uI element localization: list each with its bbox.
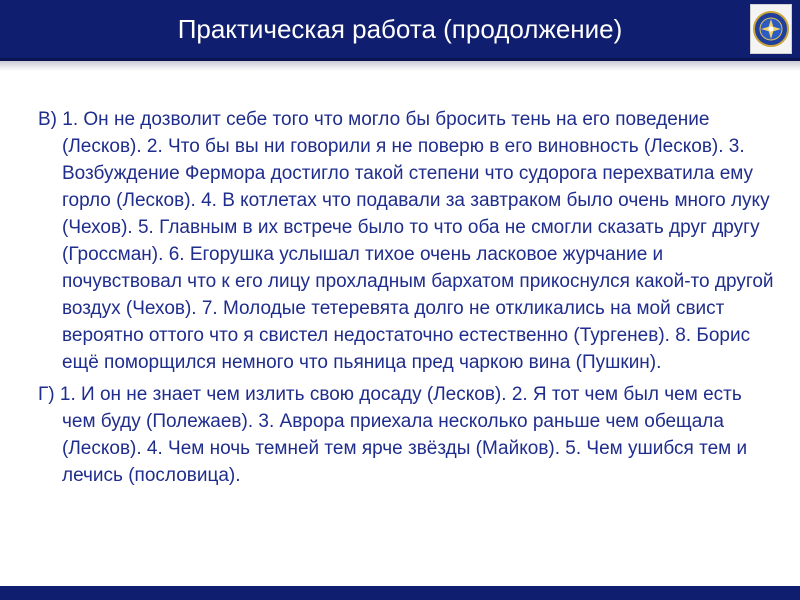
paragraph-v: В) 1. Он не дозволит себе того что могло бы бросить тень на его поведение (Лесков). 2. Что бы вы ни говорили я не поверю в его виновность (Лесков). 3. Возбуждение Фермора достигло такой степени что судорога перехватила ему горло (Лесков). 4. В котлетах что подавали за завтраком было очень много луку (Чехов). 5. Главным в их встрече было то что оба не смогли сказать друг другу (Гроссман). 6. Егорушка услышал тихое очень ласковое журчание и почувствовал что к его лицу прохладным бархатом прикоснулся какой-то другой воздух (Чехов). 7. Молодые тетеревята долго не откликались на мой свист вероятно оттого что я свистел недостаточно естественно (Тургенев). 8. Борис ещё поморщился немного что пьяница пред чаркою вина (Пушкин). [38, 109, 774, 373]
slide-body [38, 106, 776, 494]
slide-title: Практическая работа (продолжение) [177, 14, 623, 44]
emblem-icon [750, 4, 792, 54]
header-bar [0, 0, 800, 61]
header-shadow [0, 61, 800, 71]
emblem-graphic [751, 5, 791, 53]
footer-bar [0, 586, 800, 600]
paragraph-g: Г) 1. И он не знает чем излить свою досаду (Лесков). 2. Я тот чем был чем есть чем буду (Полежаев). 3. Аврора приехала несколько раньше чем обещала (Лесков). 4. Чем ночь темней тем ярче звёзды (Майков). 5. Чем ушибся тем и лечись (пословица). [38, 384, 748, 486]
